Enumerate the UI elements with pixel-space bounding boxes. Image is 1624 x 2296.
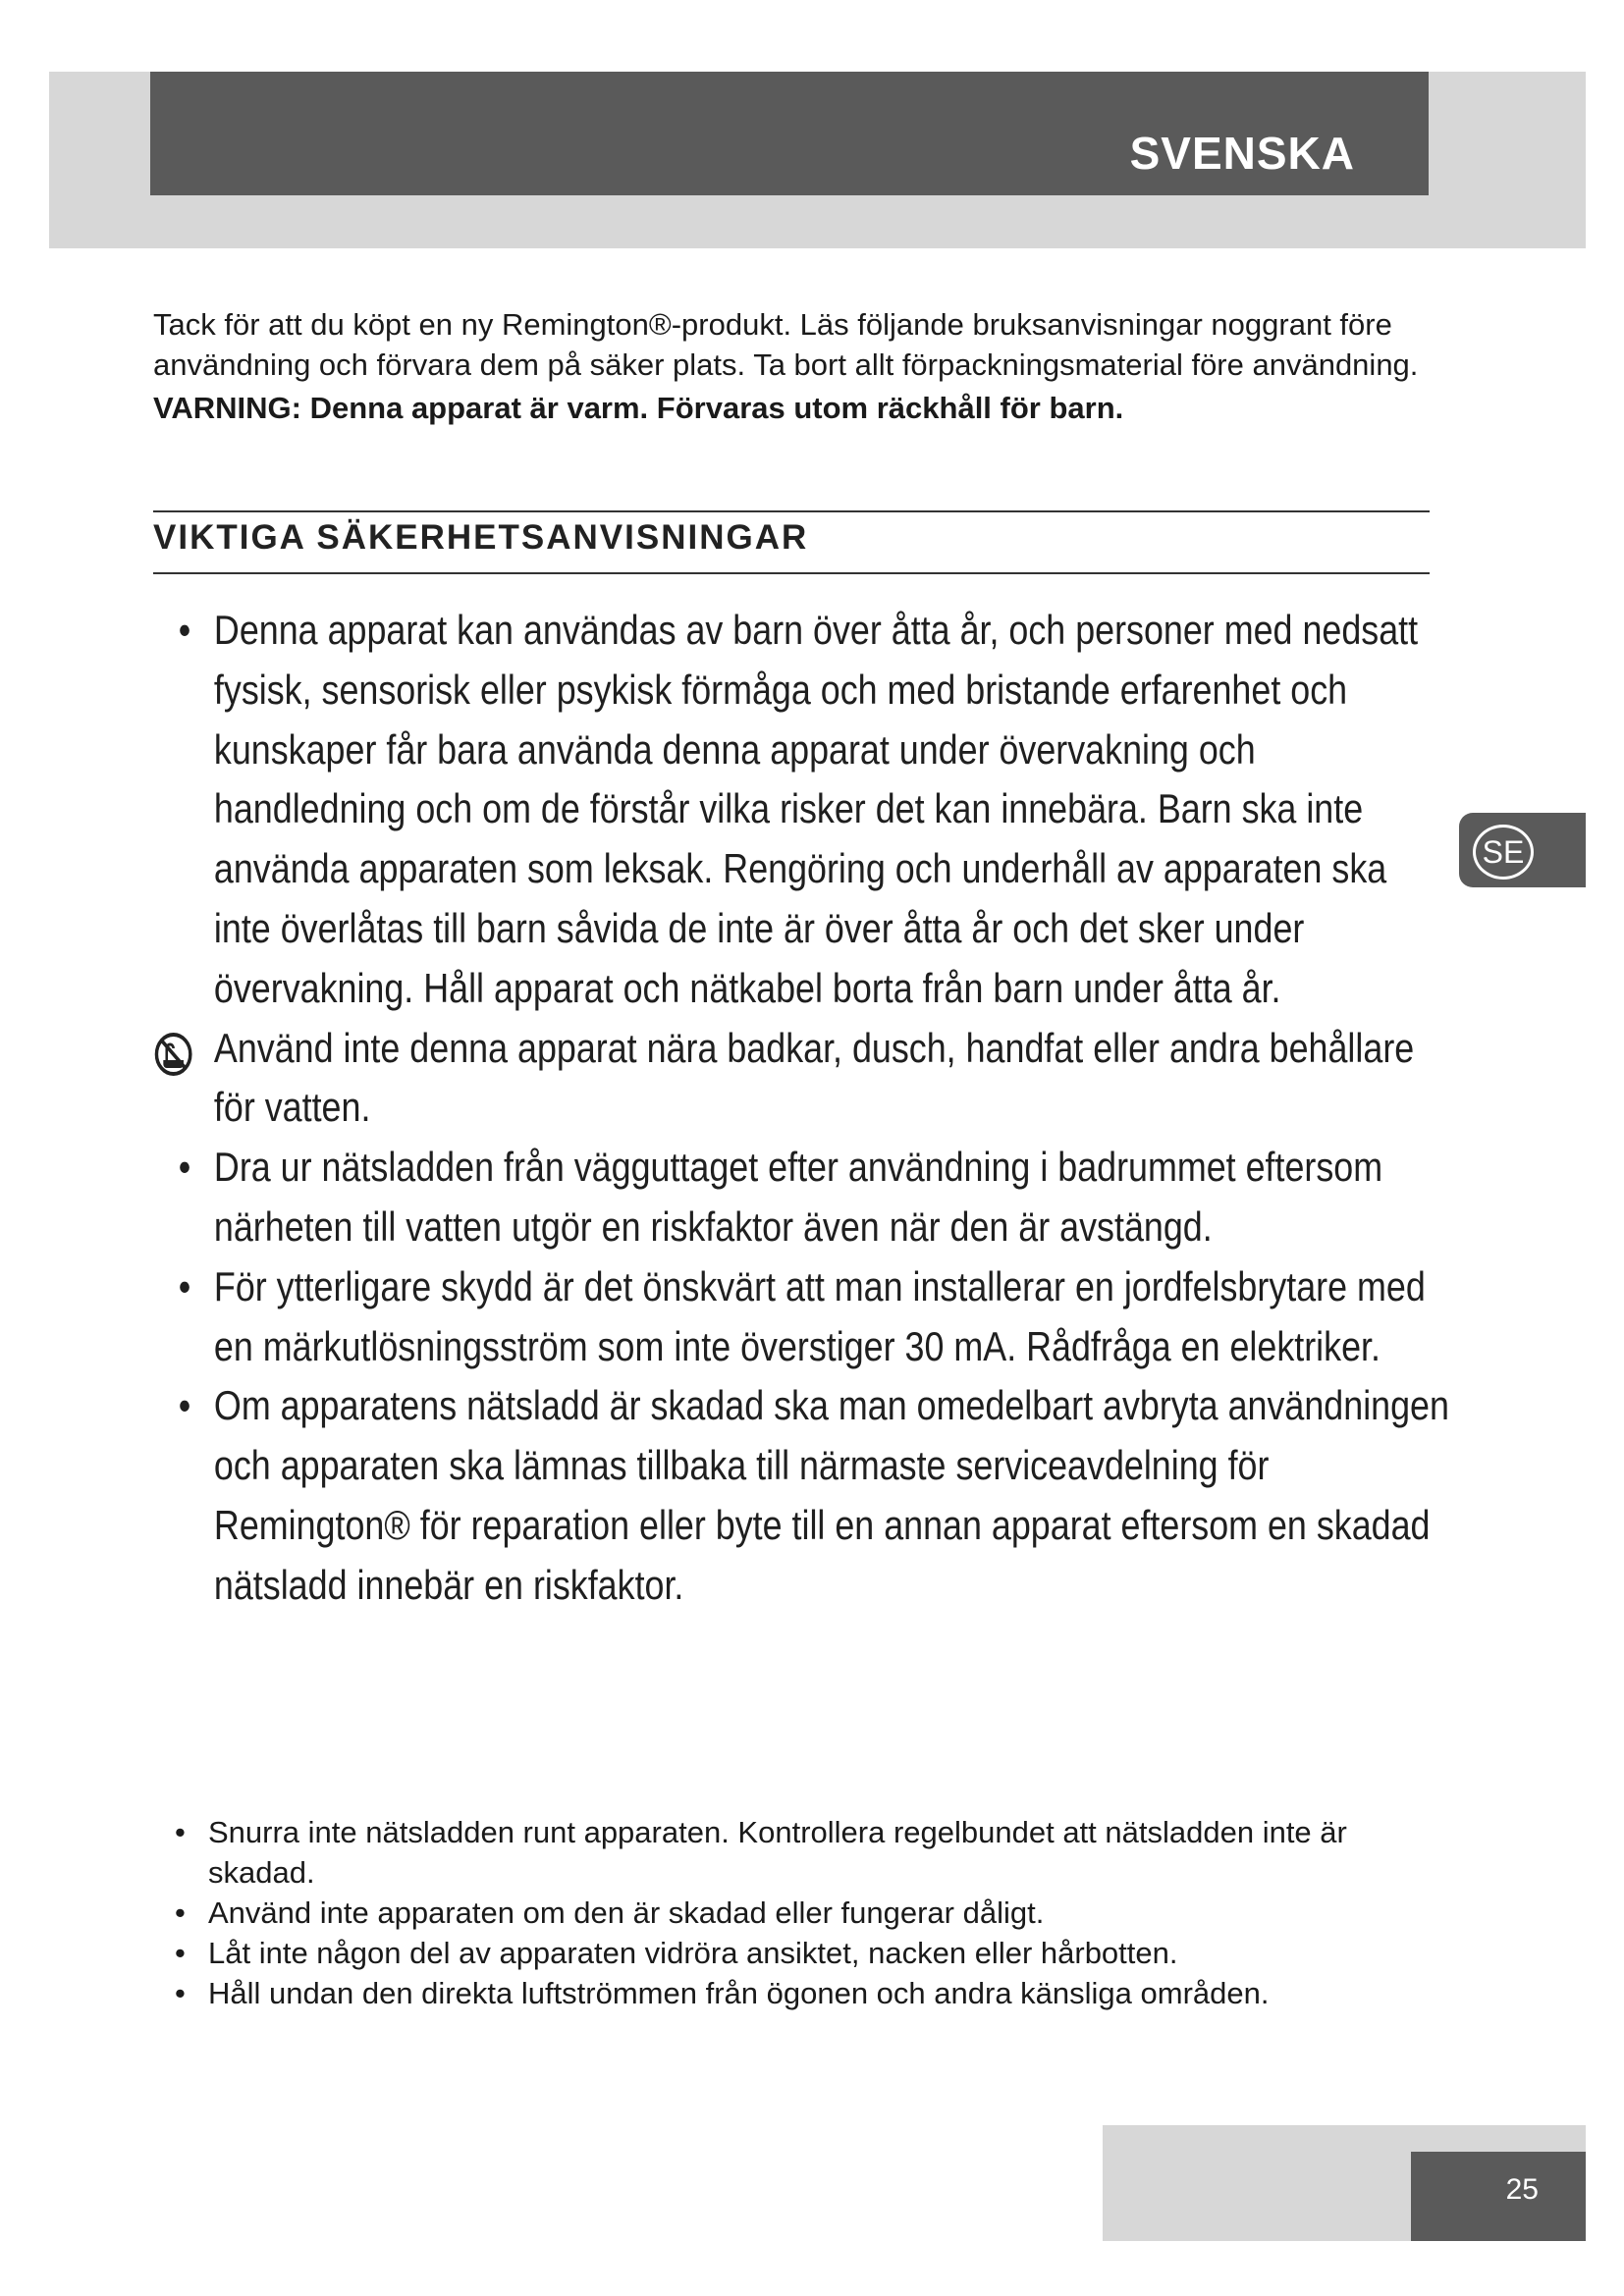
language-title: SVENSKA <box>1129 128 1355 179</box>
list-item <box>153 1973 1430 2013</box>
bullet: • <box>178 1144 191 1191</box>
list-item-text: Om apparatens nätsladd är skadad ska man omedelbart avbryta användningen och apparaten ska lämnas tillbaka till närmaste serviceavdelning för Remington® för reparation eller byte till en annan apparat eftersom en skadad nätsladd innebär en riskfaktor. <box>213 1382 1449 1608</box>
heading-rule-top <box>153 510 1430 512</box>
section-heading: VIKTIGA SÄKERHETSANVISNINGAR <box>153 518 809 557</box>
list-item <box>153 1257 1449 1377</box>
list-item <box>153 1138 1449 1257</box>
list-item-text: Använd inte apparaten om den är skadad eller fungerar dåligt. <box>208 1896 1045 1930</box>
safety-list-large <box>153 601 1449 1616</box>
bullet: • <box>175 1896 186 1930</box>
list-item-text: Dra ur nätsladden från vägguttaget efter användning i badrummet eftersom närheten till vatten utgör en riskfaktor även när den är avstängd. <box>213 1144 1383 1250</box>
bullet: • <box>178 1382 191 1429</box>
no-bath-icon <box>153 1031 193 1078</box>
bullet: • <box>178 1262 191 1309</box>
page-number: 25 <box>1505 2173 1539 2206</box>
bullet: • <box>175 1815 186 1849</box>
safety-list-small <box>153 1812 1430 2013</box>
list-item <box>153 1893 1430 1933</box>
list-item <box>153 1376 1449 1615</box>
list-item-text: Denna apparat kan användas av barn över åtta år, och personer med nedsatt fysisk, sensorisk eller psykisk förmåga och med bristande erfarenhet och kunskaper får bara använda denna apparat under övervakning och handledning och om de förstår vilka risker det kan innebära. Barn ska inte använda apparaten som leksak. Rengöring och underhåll av apparaten ska inte överlåtas till barn såvida de inte är över åtta år och det sker under övervakning. Håll apparat och nätkabel borta från barn under åtta år. <box>213 607 1419 1011</box>
list-item <box>153 1933 1430 1973</box>
warning-text: VARNING: Denna apparat är varm. Förvaras utom räckhåll för barn. <box>153 391 1124 425</box>
intro-text: Tack för att du köpt en ny Remington®-produkt. Läs följande bruksanvisningar noggrant före användning och förvara dem på säker plats. Ta bort allt förpackningsmaterial före användning. <box>153 307 1419 382</box>
list-item-text: Använd inte denna apparat nära badkar, dusch, handfat eller andra behållare för vatten. <box>213 1024 1415 1131</box>
language-code-badge: SE <box>1473 825 1534 880</box>
list-item-text: Håll undan den direkta luftströmmen från ögonen och andra känsliga områden. <box>208 1976 1270 2010</box>
header-bar <box>150 72 1429 195</box>
list-item <box>153 601 1449 1019</box>
intro-block <box>153 304 1430 428</box>
list-item <box>153 1019 1449 1139</box>
language-side-tab <box>1459 813 1586 887</box>
heading-rule-bottom <box>153 572 1430 574</box>
list-item-text: För ytterligare skydd är det önskvärt att man installerar en jordfelsbrytare med en märkutlösningsström som inte överstiger 30 mA. Rådfråga en elektriker. <box>213 1262 1426 1369</box>
list-item-text: Låt inte någon del av apparaten vidröra ansiktet, nacken eller hårbotten. <box>208 1936 1178 1970</box>
bullet: • <box>175 1976 186 2010</box>
list-item <box>153 1812 1430 1893</box>
footer-page-box <box>1411 2152 1586 2241</box>
list-item-text: Snurra inte nätsladden runt apparaten. Kontrollera regelbundet att nätsladden inte är skadad. <box>208 1815 1347 1890</box>
bullet: • <box>178 607 191 653</box>
bullet: • <box>175 1936 186 1970</box>
